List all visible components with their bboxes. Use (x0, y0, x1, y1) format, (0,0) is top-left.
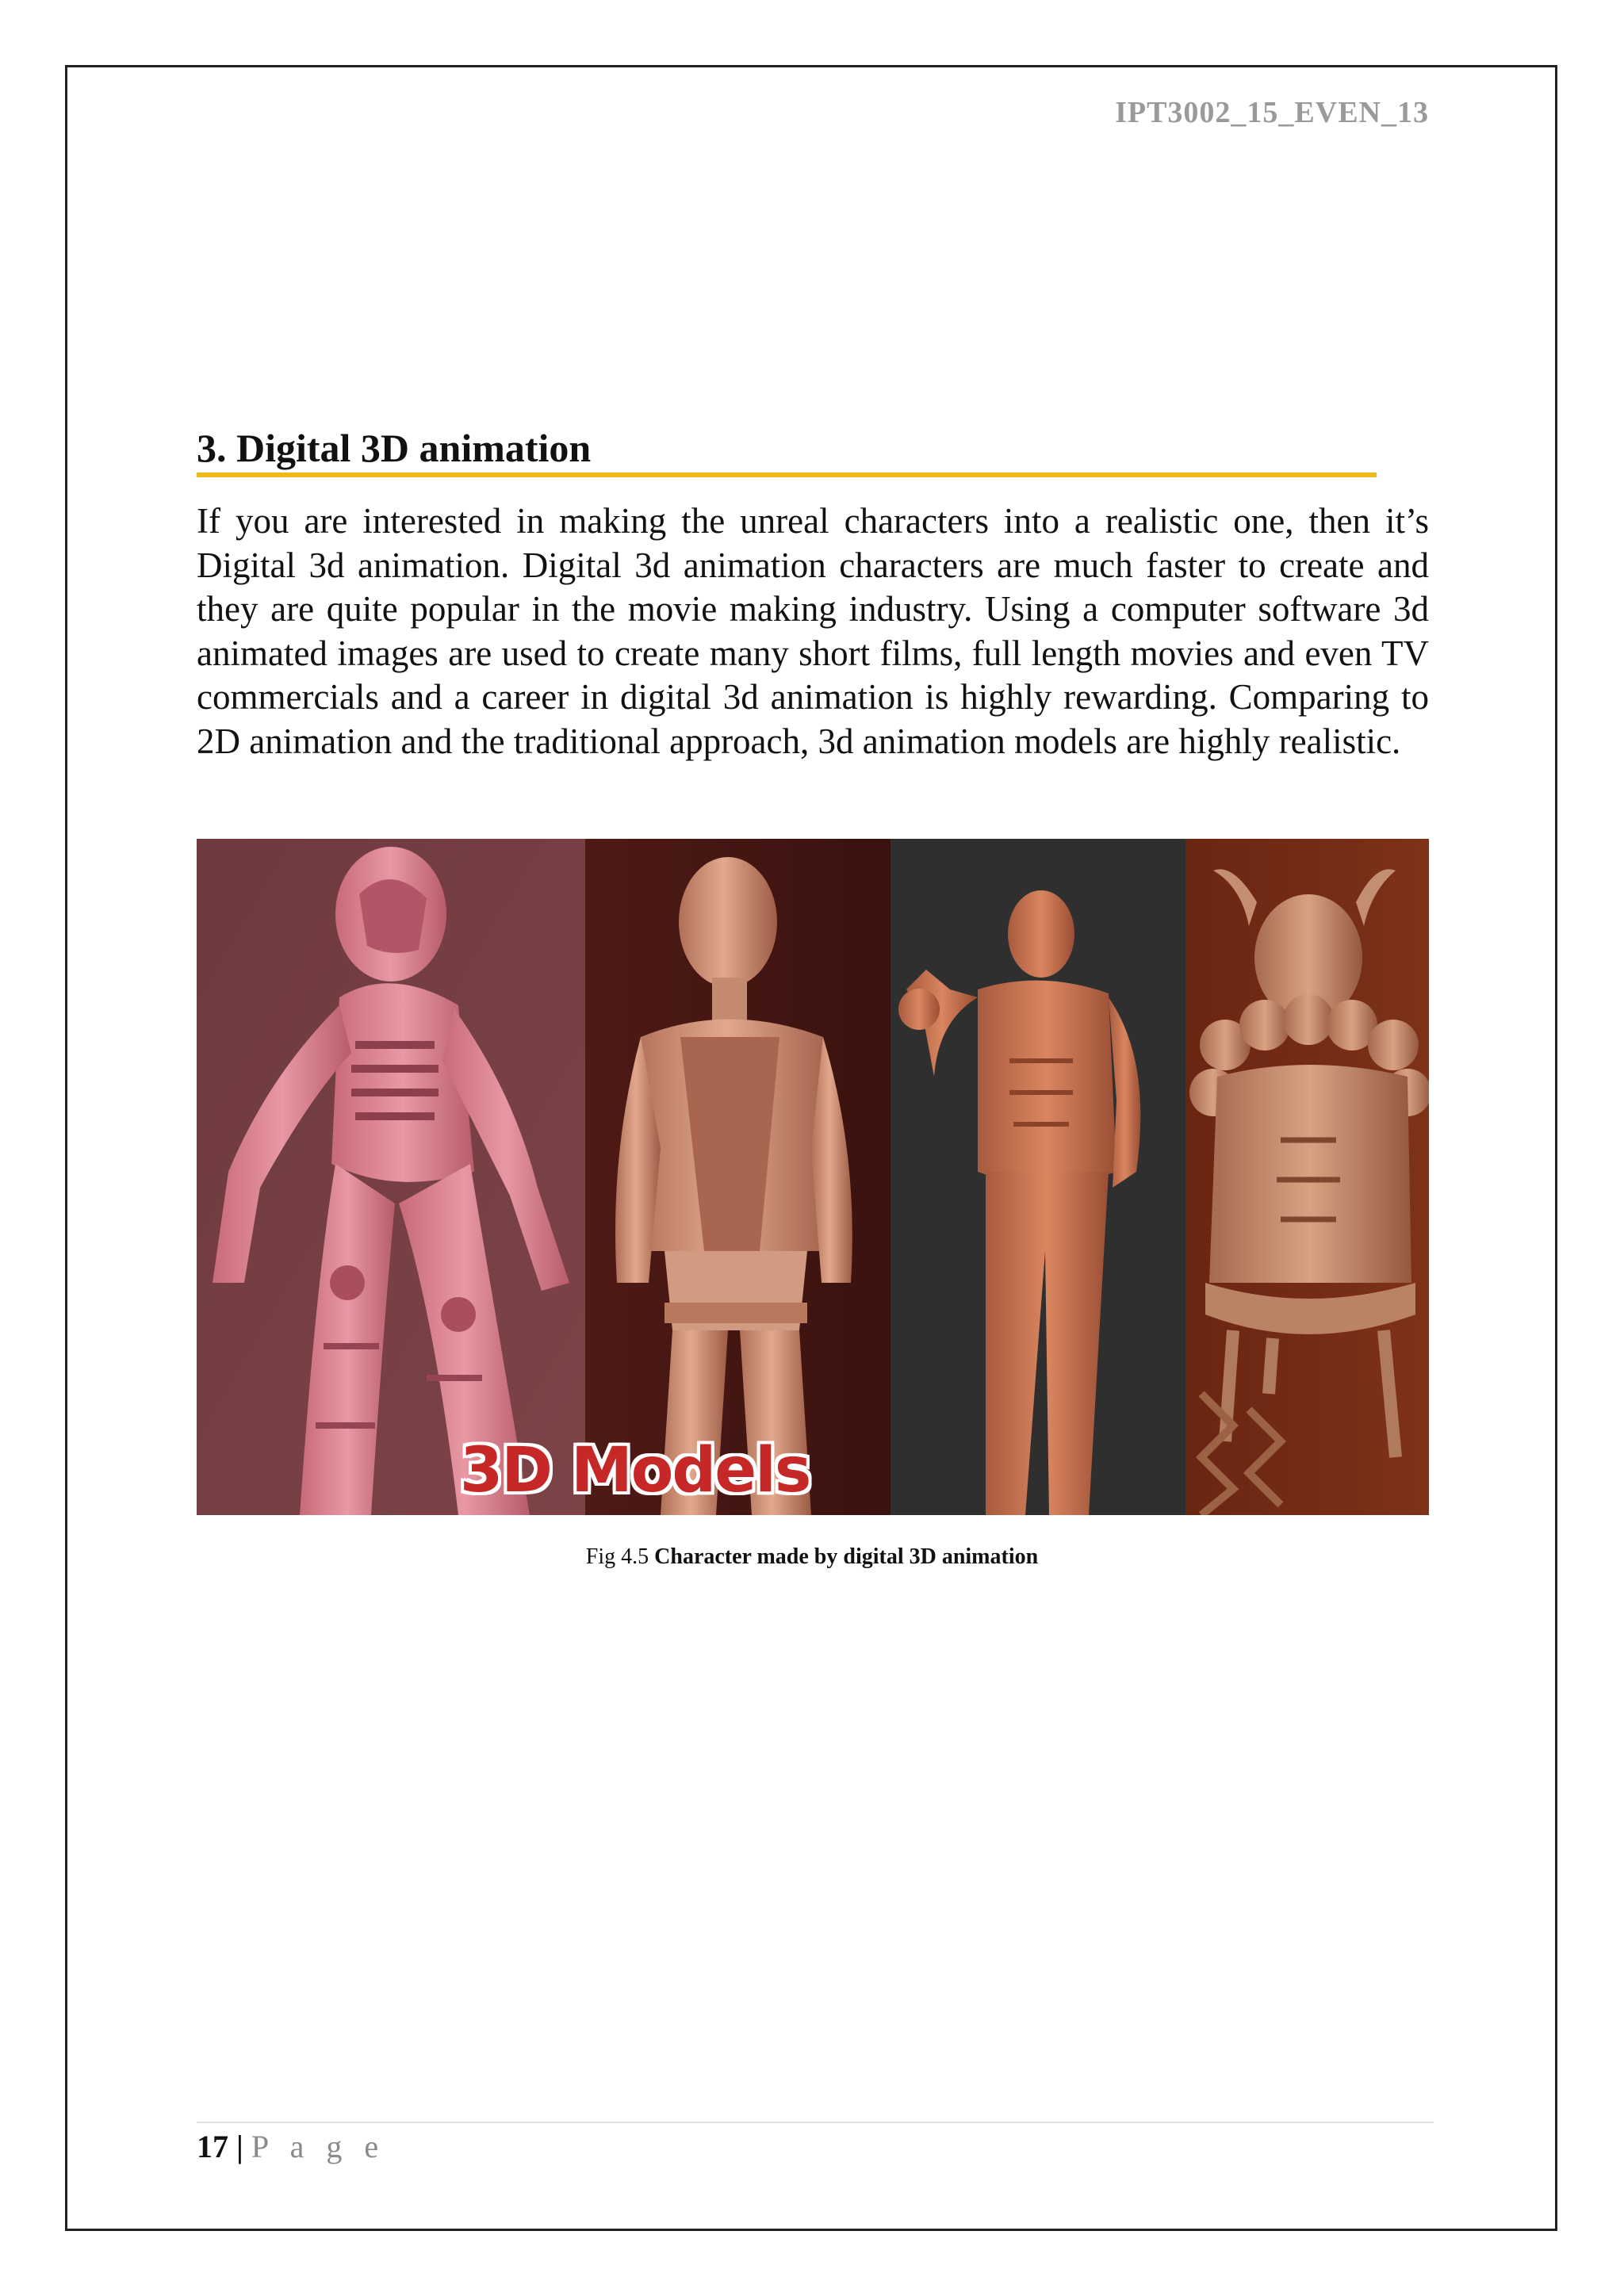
armored-character-image (197, 839, 585, 1515)
footer-divider (197, 2122, 1434, 2123)
section-heading: 3. Digital 3D animation (197, 423, 1377, 477)
page-word: P a g e (251, 2129, 386, 2164)
demon-character-image (1185, 839, 1429, 1515)
figure-caption (0, 1544, 1624, 1570)
3d-models-overlay-label: 3D Models (460, 1435, 810, 1506)
muscular-character-image (891, 839, 1185, 1515)
figure-3d-models-image (197, 839, 1429, 1515)
body-paragraph: If you are interested in making the unreal characters into a realistic one, then it’s Digital 3d animation. Digital 3d animation characters are much faster to create and they are quite popular in the movie making industry. Using a computer software 3d animated images are used to create many short films, full length movies and even TV commercials and a career in digital 3d animation is highly rewarding. Comparing to 2D animation and the traditional approach, 3d animation models are highly realistic. (197, 501, 1429, 761)
footer-separator: | (236, 2129, 243, 2164)
page-number: 17 (197, 2129, 228, 2164)
document-code: IPT3002_15_EVEN_13 (1115, 96, 1429, 129)
caption-title: Character made by digital 3D animation (654, 1544, 1039, 1569)
page-footer (197, 2128, 385, 2165)
caption-prefix: Fig 4.5 (585, 1544, 649, 1569)
female-character-image (585, 839, 891, 1515)
